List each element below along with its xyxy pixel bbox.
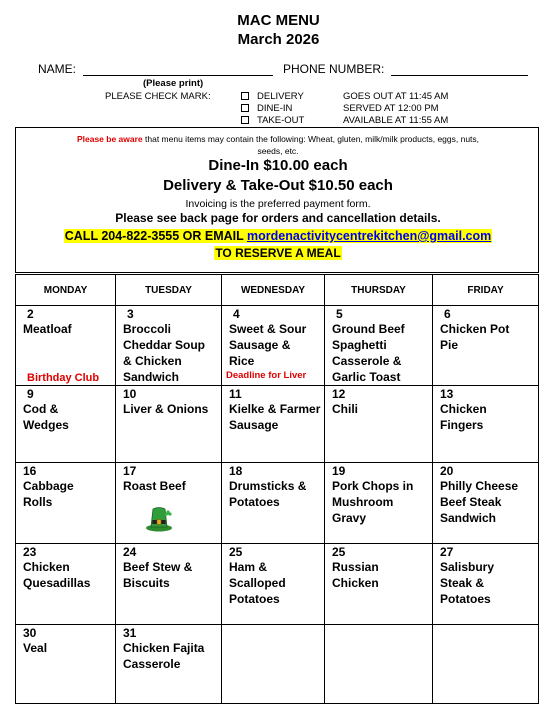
meal-name: Chicken Fajita Casserole: [123, 641, 205, 671]
meal-name: Drumsticks & Potatoes: [229, 479, 307, 509]
option-delivery[interactable]: [241, 91, 448, 102]
invoicing-note: Invoicing is the preferred payment form.: [185, 198, 371, 210]
day-number: 25: [332, 545, 346, 559]
meal-name: Pork Chops in Mushroom Gravy: [332, 479, 414, 525]
calendar-empty-cell: [432, 624, 539, 704]
delivery-price: Delivery & Take-Out $10.50 each: [163, 177, 393, 194]
phone-label: PHONE NUMBER:: [283, 62, 385, 76]
meal-name: Veal: [23, 641, 48, 655]
calendar-day-23: [15, 543, 116, 625]
day-number: 12: [332, 387, 346, 401]
day-number: 10: [123, 387, 137, 401]
day-header-thursday: THURSDAY: [324, 274, 433, 306]
name-label: NAME:: [38, 62, 77, 76]
meal-name: Salisbury Steak & Potatoes: [440, 560, 495, 606]
option-label: TAKE-OUT: [257, 115, 305, 126]
allergen-warning-label: Please be aware: [76, 134, 143, 144]
meal-name: Liver & Onions: [123, 402, 209, 416]
option-label: DINE-IN: [257, 103, 293, 114]
day-number: 11: [229, 387, 242, 401]
menu-calendar: [15, 274, 539, 704]
day-number: 18: [229, 464, 243, 478]
day-number: 3: [127, 307, 134, 321]
leprechaun-hat-icon: [144, 503, 174, 533]
calendar-day-10: [115, 385, 222, 463]
day-note: Birthday Club: [27, 372, 100, 384]
day-number: 6: [444, 307, 451, 321]
calendar-day-4: [221, 305, 325, 386]
calendar-day-27: [432, 543, 539, 625]
calendar-day-6: [432, 305, 539, 386]
phone-number[interactable]: 204-822-3555: [101, 229, 180, 243]
meal-name: Chili: [332, 402, 358, 416]
day-number: [229, 625, 324, 640]
calendar-day-20: [432, 462, 539, 544]
calendar-day-13: [432, 385, 539, 463]
checkbox[interactable]: [241, 104, 249, 112]
calendar-day-24: [115, 543, 222, 625]
calendar-empty-cell: [221, 624, 325, 704]
meal-name: Ground Beef Spaghetti Casserole & Garlic Toast: [332, 322, 405, 384]
option-label: DELIVERY: [257, 91, 304, 102]
meal-name: Chicken Fingers: [440, 402, 487, 432]
day-number: 2: [27, 307, 34, 321]
option-time: AVAILABLE AT 11:55 AM: [343, 115, 449, 126]
day-number: 13: [440, 387, 454, 401]
meal-name: Philly Cheese Beef Steak Sandwich: [440, 479, 519, 525]
checkbox[interactable]: [241, 116, 249, 124]
menu-month: March 2026: [237, 31, 320, 48]
meal-name: Meatloaf: [23, 322, 72, 336]
check-mark-label: PLEASE CHECK MARK:: [105, 91, 211, 102]
calendar-day-25: [324, 543, 433, 625]
calendar-day-9: [15, 385, 116, 463]
day-number: 19: [332, 464, 346, 478]
day-header-tuesday: TUESDAY: [115, 274, 222, 306]
option-take-out[interactable]: [241, 115, 448, 126]
meal-name: Ham & Scalloped Potatoes: [229, 560, 286, 606]
calendar-day-30: [15, 624, 116, 704]
day-header-monday: MONDAY: [15, 274, 116, 306]
meal-name: Cabbage Rolls: [23, 479, 74, 509]
calendar-day-3: [115, 305, 222, 386]
calendar-day-5: [324, 305, 433, 386]
contact-line: [16, 229, 540, 243]
checkbox[interactable]: [241, 92, 249, 100]
day-number: 5: [336, 307, 343, 321]
day-number: 27: [440, 545, 454, 559]
calendar-day-11: [221, 385, 325, 463]
allergen-text: that menu items may contain the following: Wheat, gluten, milk/milk products, eggs, nuts,: [145, 134, 480, 144]
option-time: SERVED AT 12:00 PM: [343, 103, 439, 114]
calendar-day-17: [115, 462, 222, 544]
day-number: 9: [27, 387, 34, 401]
day-number: 31: [123, 626, 137, 640]
please-print-note: (Please print): [143, 78, 204, 89]
or-email-label: OR EMAIL: [179, 229, 248, 243]
day-number: 20: [440, 464, 454, 478]
call-label: CALL: [64, 229, 102, 243]
day-number: 16: [23, 464, 37, 478]
calendar-day-25: [221, 543, 325, 625]
calendar-day-2: [15, 305, 116, 386]
day-number: 17: [123, 464, 137, 478]
calendar-day-19: [324, 462, 433, 544]
meal-name: Sweet & Sour Sausage & Rice: [229, 322, 307, 368]
reserve-line: [16, 246, 540, 260]
info-box: [15, 127, 539, 273]
calendar-day-18: [221, 462, 325, 544]
meal-name: Chicken Quesadillas: [23, 560, 91, 590]
calendar-day-12: [324, 385, 433, 463]
meal-name: Cod & Wedges: [23, 402, 69, 432]
allergen-text-cont: seeds, etc.: [257, 146, 299, 156]
meal-name: Beef Stew & Biscuits: [123, 560, 193, 590]
day-number: 25: [229, 545, 243, 559]
meal-name: Kielke & Farmer Sausage: [229, 402, 321, 432]
day-note: Deadline for Liver: [226, 370, 307, 381]
allergen-notice: [16, 133, 540, 157]
calendar-empty-cell: [324, 624, 433, 704]
option-time: GOES OUT AT 11:45 AM: [343, 91, 449, 102]
calendar-day-16: [15, 462, 116, 544]
day-number: [332, 625, 432, 640]
calendar-day-31: [115, 624, 222, 704]
day-header-friday: FRIDAY: [432, 274, 539, 306]
reserve-text: TO RESERVE A MEAL: [215, 246, 341, 260]
day-number: 24: [123, 545, 137, 559]
option-dine-in[interactable]: [241, 103, 439, 114]
meal-name: Chicken Pot Pie: [440, 322, 510, 352]
day-number: 30: [23, 626, 37, 640]
day-number: [440, 625, 538, 640]
contact-highlight: [64, 229, 493, 243]
day-header-wednesday: WEDNESDAY: [221, 274, 325, 306]
dine-in-price: Dine-In $10.00 each: [208, 157, 348, 174]
meal-name: Broccoli Cheddar Soup & Chicken Sandwich: [123, 322, 206, 384]
email-link[interactable]: mordenactivitycentrekitchen@gmail.com: [247, 229, 492, 243]
name-field[interactable]: [83, 75, 273, 76]
meal-name: Roast Beef: [123, 479, 186, 493]
phone-field[interactable]: [391, 75, 528, 76]
day-number: 23: [23, 545, 37, 559]
meal-name: Russian Chicken: [332, 560, 379, 590]
menu-title: MAC MENU: [237, 12, 320, 29]
day-number: 4: [233, 307, 240, 321]
back-page-note: Please see back page for orders and cancellation details.: [115, 211, 441, 225]
